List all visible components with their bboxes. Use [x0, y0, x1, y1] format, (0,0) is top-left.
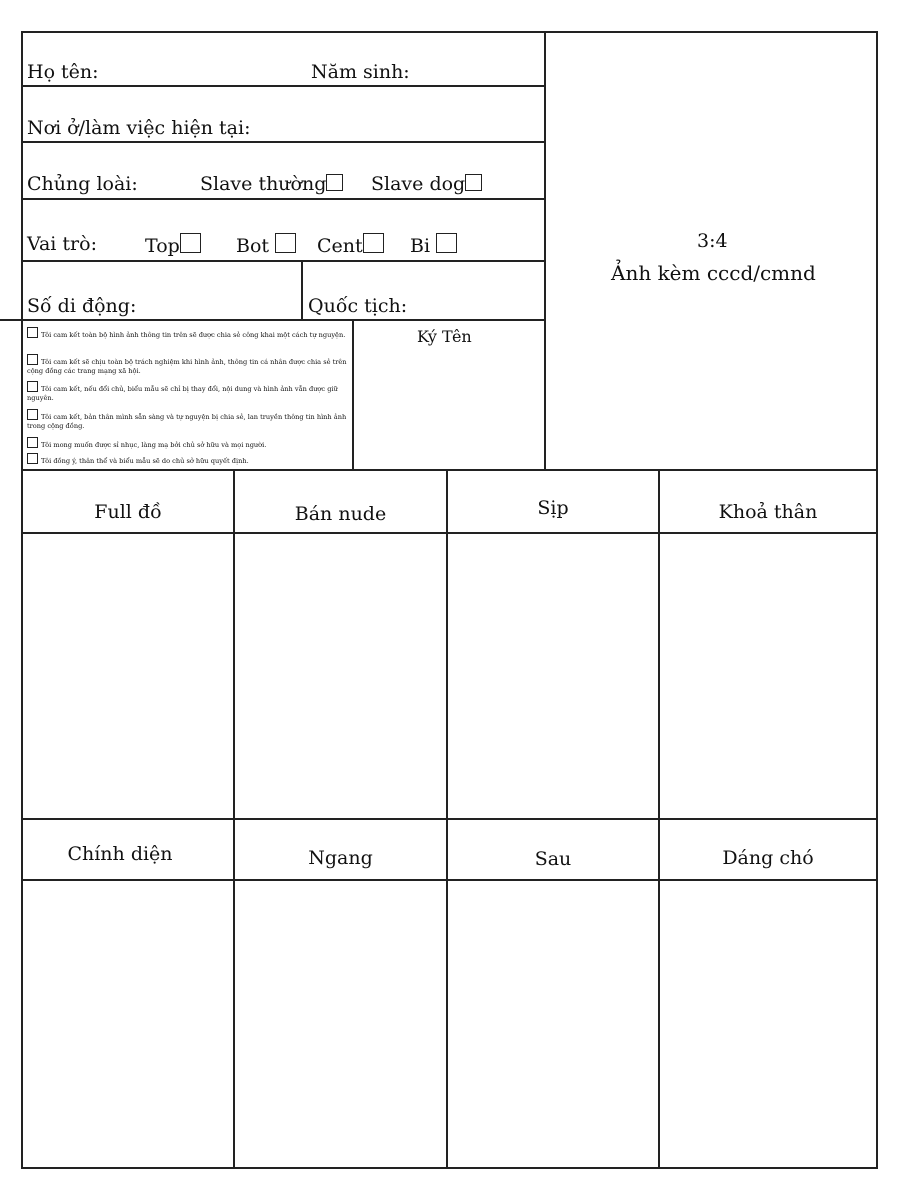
- header-ban-nude: Bán nude: [294, 503, 387, 525]
- header-full-do: Full đồ: [94, 501, 162, 523]
- nam-sinh-label: Năm sinh:: [311, 61, 410, 83]
- option-slave-thuong-label: Slave thường: [200, 173, 327, 195]
- photo-box-divider: [544, 31, 546, 471]
- declaration-item: [27, 409, 355, 431]
- outer-border-top: [22, 31, 878, 33]
- declaration-text: Tôi cam kết, nếu đổi chủ, biểu mẫu sẽ chỉ bị thay đổi, nội dung và hình ảnh vẫn được giữ nguyên.: [27, 385, 338, 402]
- declaration-text: Tôi cam kết sẽ chịu toàn bộ trách nghiệm khi hình ảnh, thông tin cá nhân được chia sẻ trên cộng đồng các trang mạng xã hội.: [27, 358, 347, 375]
- phone-divider: [301, 261, 303, 320]
- declaration-checkbox[interactable]: [27, 409, 38, 420]
- form-row-line: [0, 319, 545, 321]
- photo-cell[interactable]: [660, 881, 876, 1167]
- declaration-text: Tôi đồng ý, thân thể và biểu mẫu sẽ do chủ sở hữu quyết định.: [41, 457, 249, 465]
- ky-ten-label: Ký Tên: [417, 327, 472, 346]
- declaration-checkbox[interactable]: [27, 327, 38, 338]
- photo-cell[interactable]: [23, 881, 233, 1167]
- option-top-label: Top: [145, 235, 180, 257]
- bot-checkbox[interactable]: [275, 233, 296, 253]
- header-sau: Sau: [534, 848, 572, 870]
- form-row-line: [22, 141, 545, 143]
- photo-cell[interactable]: [235, 881, 446, 1167]
- option-slave-dog: [371, 174, 482, 194]
- declaration-item: [27, 381, 355, 403]
- vai-tro-label: Vai trò:: [27, 233, 97, 255]
- bi-checkbox[interactable]: [436, 233, 457, 253]
- outer-border-right: [876, 31, 878, 1169]
- photo-cell[interactable]: [448, 881, 658, 1167]
- slave-dog-checkbox[interactable]: [465, 174, 482, 191]
- option-cent-label: Cent: [317, 235, 363, 257]
- photo-cell[interactable]: [660, 534, 876, 818]
- option-cent: [317, 233, 384, 256]
- option-slave-dog-label: Slave dog: [371, 173, 466, 195]
- declaration-item: [27, 327, 355, 340]
- form-row-line: [22, 85, 545, 87]
- form-row-line: [22, 198, 545, 200]
- header-ngang: Ngang: [308, 847, 373, 869]
- top-checkbox[interactable]: [180, 233, 201, 253]
- option-top: [145, 233, 201, 256]
- declaration-checkbox[interactable]: [27, 437, 38, 448]
- declaration-item: [27, 453, 355, 466]
- outer-border-bottom: [21, 1167, 878, 1169]
- section-divider: [21, 469, 878, 471]
- cent-checkbox[interactable]: [363, 233, 384, 253]
- slave-thuong-checkbox[interactable]: [326, 174, 343, 191]
- declaration-checkbox[interactable]: [27, 453, 38, 464]
- photo-cell[interactable]: [235, 534, 446, 818]
- declaration-item: [27, 354, 355, 376]
- photo-caption: Ảnh kèm cccd/cmnd: [611, 261, 816, 285]
- declaration-text: Tôi cam kết, bản thân mình sẵn sàng và tự nguyện bị chia sẻ, lan truyền thông tin hình ảnh trong cộng đồng.: [27, 413, 347, 430]
- header-chinh-dien: Chính diện: [67, 843, 173, 865]
- declaration-checkbox[interactable]: [27, 381, 38, 392]
- option-bi-label: Bi: [410, 235, 431, 257]
- declaration-checkbox[interactable]: [27, 354, 38, 365]
- declaration-text: Tôi mong muốn được sỉ nhục, làng mạ bởi chủ sở hữu và mọi người.: [41, 441, 267, 449]
- declaration-item: [27, 437, 355, 450]
- ho-ten-label: Họ tên:: [27, 61, 99, 83]
- chung-loai-label: Chủng loài:: [27, 173, 138, 195]
- form-row-line: [22, 260, 545, 262]
- header-dang-cho: Dáng chó: [722, 847, 814, 869]
- photo-cell[interactable]: [23, 534, 233, 818]
- declaration-text: Tôi cam kết toàn bộ hình ảnh thông tin trên sẽ được chia sẻ công khai một cách tự nguyện.: [41, 331, 346, 339]
- option-bot-label: Bot: [236, 235, 270, 257]
- option-slave-thuong: [200, 174, 343, 194]
- so-di-dong-label: Số di động:: [27, 295, 137, 317]
- photo-ratio: 3:4: [697, 230, 728, 252]
- header-sip: Sịp: [537, 497, 569, 519]
- header-khoa-than: Khoả thân: [718, 501, 818, 523]
- noi-o-label: Nơi ở/làm việc hiện tại:: [27, 117, 251, 139]
- quoc-tich-label: Quốc tịch:: [308, 295, 408, 317]
- option-bot: [236, 233, 296, 256]
- grid-row-line: [21, 818, 878, 820]
- photo-cell[interactable]: [448, 534, 658, 818]
- option-bi: [410, 233, 457, 256]
